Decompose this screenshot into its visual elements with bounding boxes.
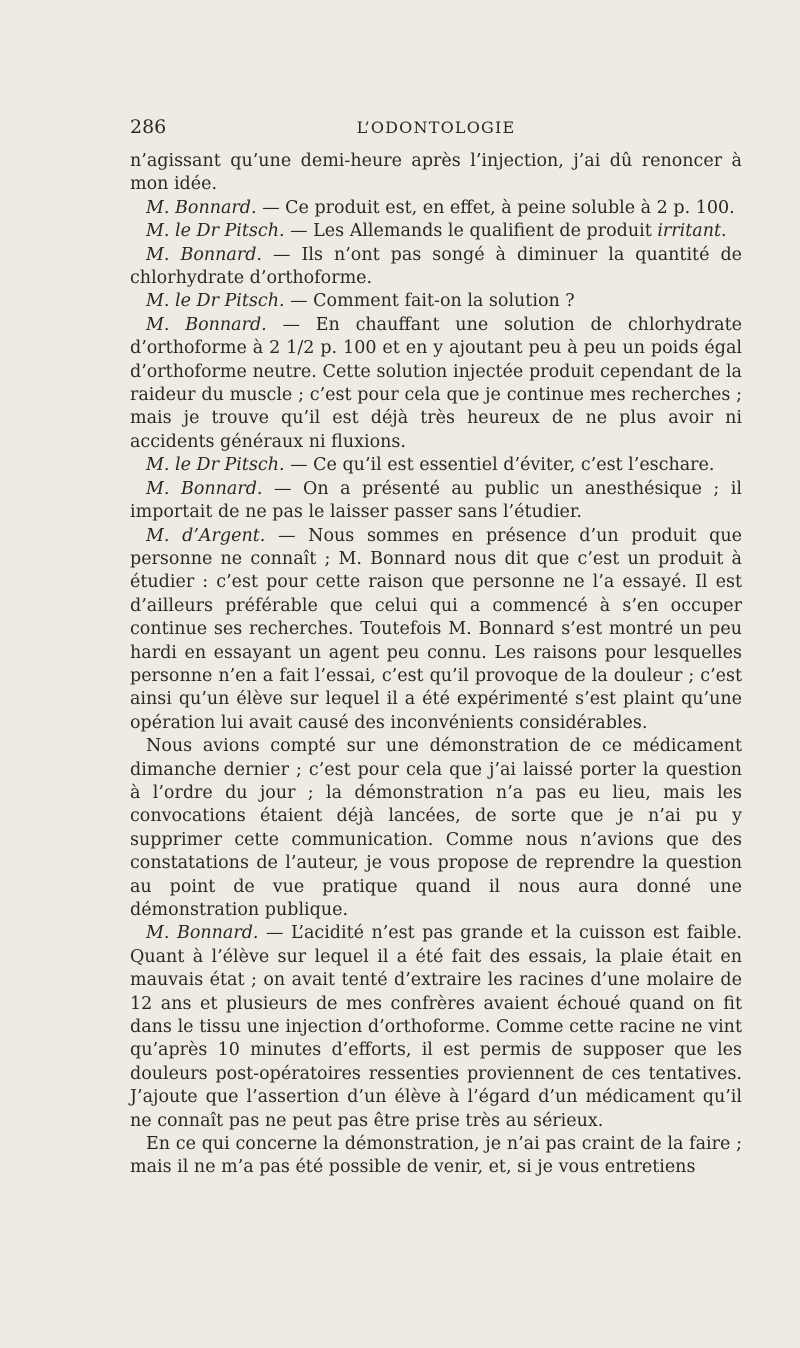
speaker-name: M. le Dr Pitsch. [146, 221, 285, 242]
paragraph-text: — Les Allemands le qualifient de produit [284, 221, 658, 242]
speaker-name: M. Bonnard. [146, 478, 263, 499]
paragraph [130, 314, 742, 454]
speaker-name: M. Bonnard. [146, 197, 257, 218]
page-number: 286 [130, 116, 167, 138]
speaker-name: M. Bonnard. [146, 923, 259, 944]
paragraph-text: — L’acidité n’est pas grande et la cuisson est faible. Quant à l’élève sur lequel il a été fait des essais, la plaie était en mauvais état ; on avait tenté d’extraire les racines d’une molaire de 12 ans et plusieurs de mes confrères avaient échoué quand on fit dans le tissu une injection d’orthoforme. Comme cette racine ne vint qu’après 10 minutes d’efforts, il est permis de supposer que les douleurs post-opératoires ressenties proviennent de ces tentatives. J’ajoute que l’assertion d’un élève à l’égard d’un médicament qu’il ne connaît pas ne peut pas être prise très au sérieux. [130, 923, 742, 1131]
paragraph [130, 244, 742, 291]
speaker-name: M. Bonnard. [146, 244, 262, 265]
paragraph-text: — On a présenté au public un anesthésique ; il importait de ne pas le laisser passer sans l’étudier. [130, 478, 743, 523]
paragraph-text: n’agissant qu’une demi-heure après l’injection, j’ai dû renoncer à mon idée. [130, 151, 742, 195]
paragraph-text-end: . [721, 221, 727, 242]
paragraph [130, 290, 742, 313]
paragraph [130, 478, 742, 525]
speaker-name: M. le Dr Pitsch. [146, 455, 285, 476]
body-text [130, 150, 742, 1180]
paragraph [130, 922, 742, 1133]
running-title: L’ODONTOLOGIE [356, 118, 516, 137]
paragraph-text: — En chauffant une solution de chlorhydrate d’orthoforme à 2 1/2 p. 100 et en y ajoutant peu à peu un poids égal d’orthoforme neutre. Cette solution injectée produit cependant de la raideur du muscle ; c’est pour cela que je continue mes recherches ; mais je trouve qu’il est déjà très heureux de ne plus avoir ni accidents généraux ni fluxions. [130, 314, 742, 452]
page-header [130, 116, 742, 142]
paragraph-text: — Ce qu’il est essentiel d’éviter, c’est l’eschare. [284, 455, 715, 476]
paragraph-text: — Nous sommes en présence d’un produit que personne ne connaît ; M. Bonnard nous dit que c’est un produit à étudier : c’est pour cette raison que personne ne l’a essayé. Il est d’ailleurs préférable que celui qui a commencé à s’en occuper continue ses recherches. Toutefois M. Bonnard s’est montré un peu hardi en essayant un agent peu connu. Les raisons pour lesquelles personne n’en a fait l’essai, c’est qu’il provoque de la douleur ; c’est ainsi qu’un élève sur lequel il a été expérimenté s’est plaint qu’une opération lui avait causé des inconvénients considérables. [130, 525, 742, 733]
paragraph-text: — Ils n’ont pas songé à diminuer la quantité de chlorhydrate d’orthoforme. [130, 244, 742, 289]
speaker-name: M. le Dr Pitsch. [146, 291, 285, 312]
paragraph-text: — Ce produit est, en effet, à peine soluble à 2 p. 100. [256, 197, 735, 218]
emphasis-text: irritant [657, 221, 722, 242]
paragraph [130, 220, 742, 243]
speaker-name: M. Bonnard. [146, 314, 267, 335]
paragraph [130, 150, 742, 197]
paragraph-text: En ce qui concerne la démonstration, je n’ai pas craint de la faire ; mais il ne m’a pas été possible de venir, et, si je vous entretiens [130, 1134, 742, 1178]
paragraph-text: Nous avions compté sur une démonstration de ce médicament dimanche dernier ; c’est pour cela que j’ai laissé porter la question à l’ordre du jour ; la démonstration n’a pas eu lieu, mais les convocations étaient déjà lancées, de sorte que je n’ai pu y supprimer cette communication. Comme nous n’avions que des constatations de l’auteur, je vous propose de reprendre la question au point de vue pratique quand il nous aura donné une démonstration publique. [130, 736, 742, 920]
paragraph [130, 197, 742, 220]
paragraph [130, 454, 742, 477]
paragraph [130, 1133, 742, 1180]
paragraph [130, 735, 742, 922]
paragraph-text: — Comment fait-on la solution ? [284, 291, 575, 312]
speaker-name: M. d’Argent. [146, 525, 266, 546]
paragraph [130, 525, 742, 736]
